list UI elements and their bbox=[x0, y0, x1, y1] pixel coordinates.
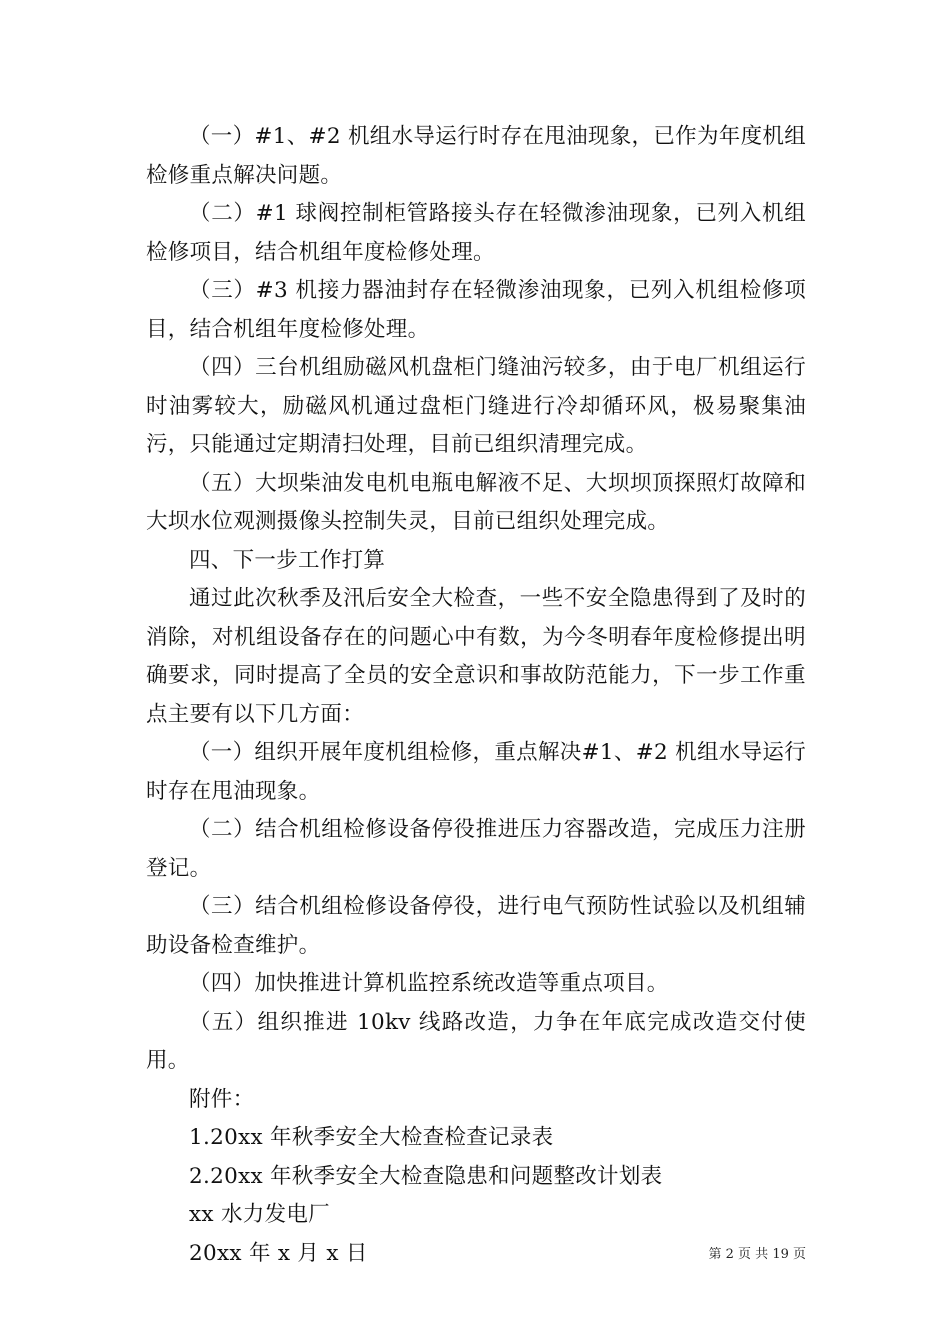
paragraph-issue-2: （二）#1 球阀控制柜管路接头存在轻微渗油现象，已列入机组检修项目，结合机组年度检修处理。 bbox=[146, 201, 806, 265]
paragraph-issue-3: （三）#3 机接力器油封存在轻微渗油现象，已列入机组检修项目，结合机组年度检修处理。 bbox=[146, 278, 806, 342]
attachments-label: 附件： bbox=[189, 1086, 255, 1112]
paragraph-issue-4: （四）三台机组励磁风机盘柜门缝油污较多，由于电厂机组运行时油雾较大，励磁风机通过盘柜门缝进行冷却循环风，极易聚集油污，只能通过定期清扫处理，目前已组织清理完成。 bbox=[146, 355, 806, 457]
paragraph-plan-5: （五）组织推进 10kv 线路改造，力争在年底完成改造交付使用。 bbox=[146, 1009, 806, 1073]
paragraph-plan-2: （二）结合机组检修设备停役推进压力容器改造，完成压力注册登记。 bbox=[146, 817, 806, 881]
paragraph-issue-1: （一）#1、#2 机组水导运行时存在甩油现象，已作为年度机组检修重点解决问题。 bbox=[146, 124, 806, 188]
attachment-item-2: 2.20xx 年秋季安全大检查隐患和问题整改计划表 bbox=[189, 1163, 663, 1189]
section-heading-next-steps: 四、下一步工作打算 bbox=[189, 547, 386, 573]
paragraph-plan-3: （三）结合机组检修设备停役，进行电气预防性试验以及机组辅助设备检查维护。 bbox=[146, 894, 806, 958]
page-number-footer: 第 2 页 共 19 页 bbox=[708, 1247, 806, 1262]
signature-date: 20xx 年 x 月 x 日 bbox=[189, 1240, 368, 1266]
paragraph-plan-4: （四）加快推进计算机监控系统改造等重点项目。 bbox=[189, 971, 669, 996]
paragraph-plan-1: （一）组织开展年度机组检修，重点解决#1、#2 机组水导运行时存在甩油现象。 bbox=[146, 740, 806, 804]
signature-organization: xx 水力发电厂 bbox=[189, 1202, 330, 1227]
document-body bbox=[146, 118, 806, 1273]
paragraph-issue-5: （五）大坝柴油发电机电瓶电解液不足、大坝坝顶探照灯故障和大坝水位观测摄像头控制失灵，目前已组织处理完成。 bbox=[146, 470, 806, 534]
attachment-item-1: 1.20xx 年秋季安全大检查检查记录表 bbox=[189, 1125, 554, 1150]
paragraph-next-steps-intro: 通过此次秋季及汛后安全大检查，一些不安全隐患得到了及时的消除，对机组设备存在的问题心中有数，为今冬明春年度检修提出明确要求，同时提高了全员的安全意识和事故防范能力，下一步工作重点主要有以下几方面： bbox=[146, 586, 806, 727]
